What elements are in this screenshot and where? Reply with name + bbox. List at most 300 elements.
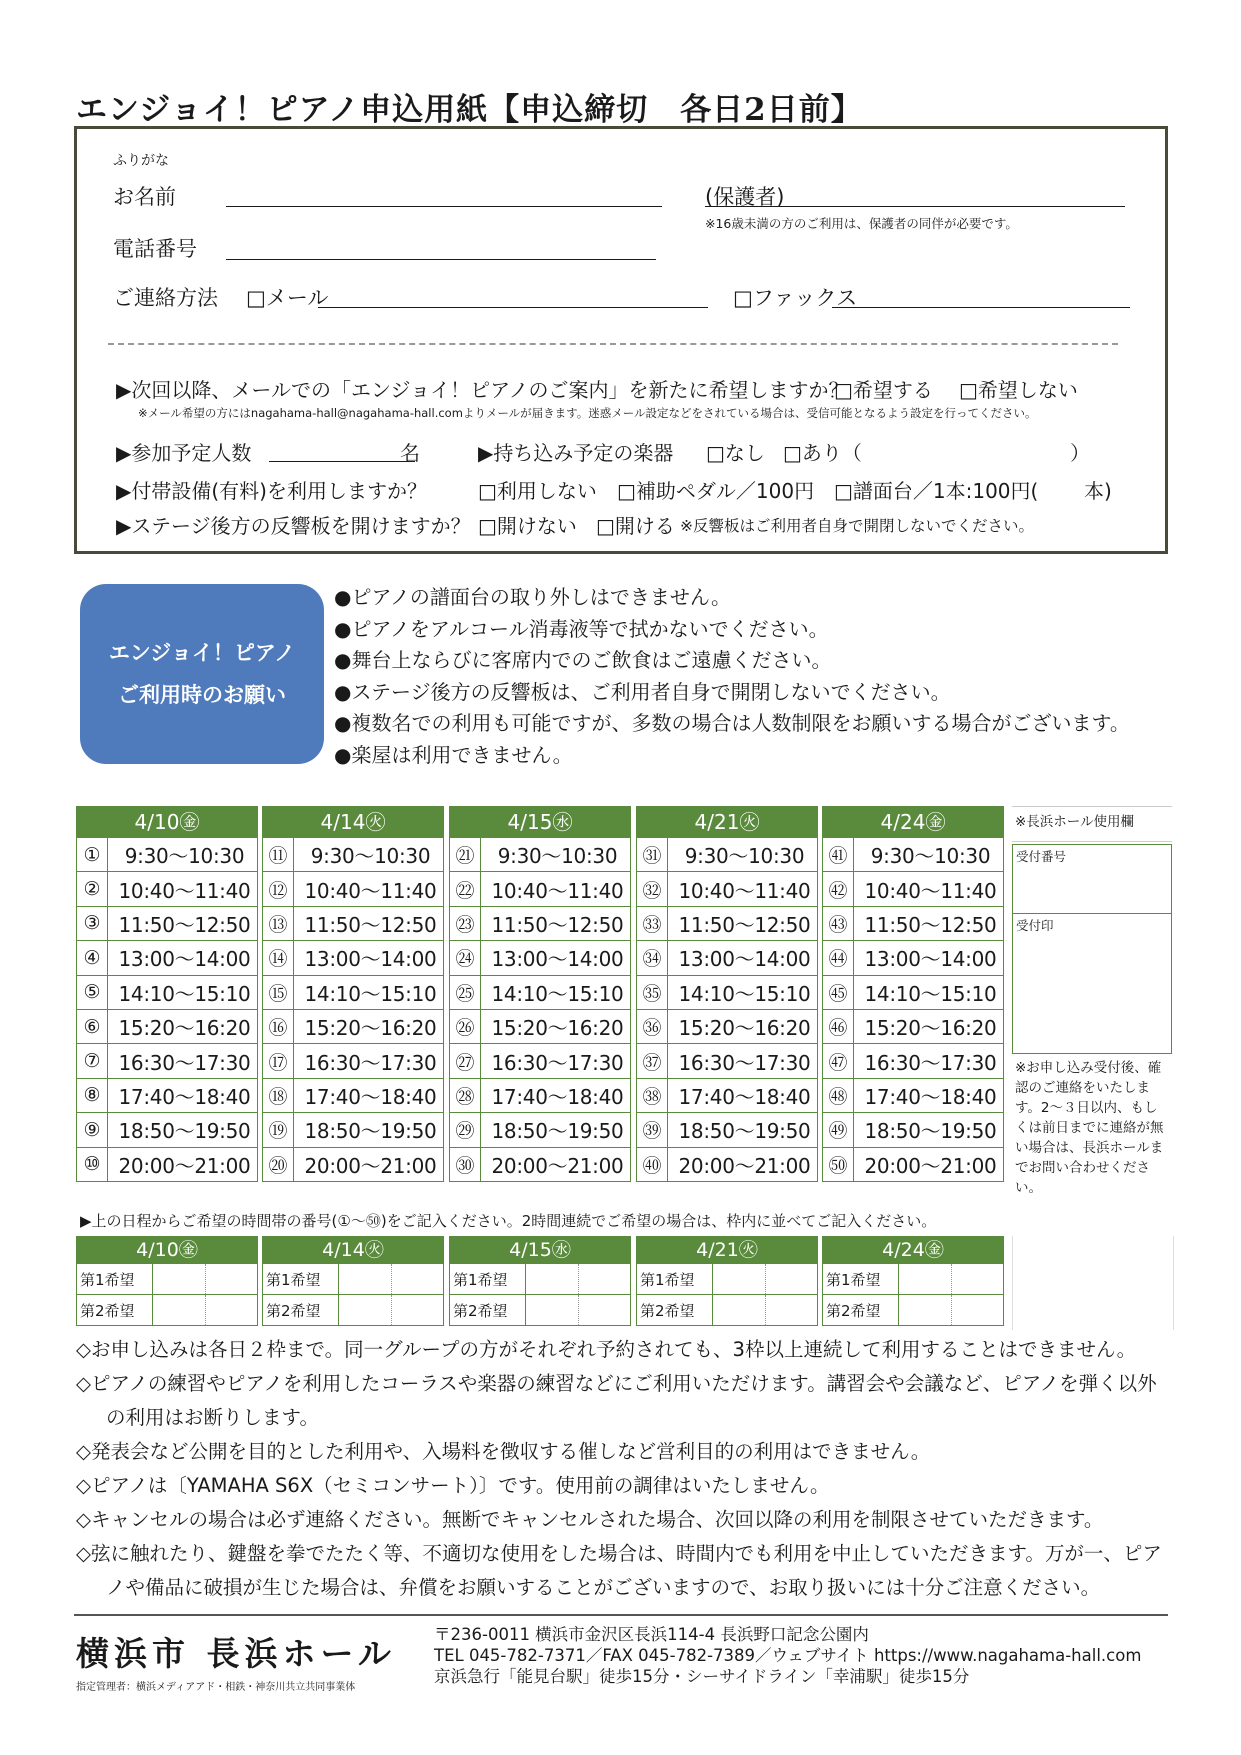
terms-list: [76, 1333, 1166, 1605]
hall-name: 横浜市 長浜ホール: [76, 1634, 396, 1673]
guardian-label: (保護者): [705, 185, 785, 209]
slot-number: ㉗: [455, 1051, 475, 1074]
time-slot: [449, 1079, 631, 1113]
slot-number: ㊳: [642, 1085, 662, 1108]
slot-separator: [853, 976, 854, 1009]
slot-number: ㊿: [828, 1154, 848, 1177]
slot-separator: [853, 1010, 854, 1043]
slot-separator: [853, 907, 854, 940]
slot-number: ㉝: [642, 913, 662, 936]
instrument-yes-checkbox[interactable]: □あり（: [783, 441, 862, 465]
name-field[interactable]: [226, 206, 662, 207]
term-item: ◇ピアノは〔YAMAHA S6X（セミコンサート）〕です。使用前の調律はいたしません。: [76, 1474, 830, 1497]
slot-time: 10:40～11:40: [491, 878, 624, 903]
wish-row-first: [636, 1264, 818, 1295]
time-slot: [636, 872, 818, 906]
time-slot: [449, 838, 631, 872]
time-slot: [636, 1010, 818, 1044]
schedule-day-header: 4/21㊋: [636, 806, 818, 838]
equipment-none-checkbox[interactable]: □利用しない: [478, 479, 597, 503]
time-slot: [449, 1148, 631, 1182]
slot-number: ㉚: [455, 1154, 475, 1177]
slot-time: 20:00～21:00: [118, 1153, 251, 1178]
slot-number: ⑤: [83, 981, 101, 1004]
wish-row-first: [262, 1264, 444, 1295]
slot-separator: [107, 1079, 108, 1112]
slot-number: ㉞: [642, 948, 662, 971]
notice-item: ●ピアノの譜面台の取り外しはできません。: [334, 585, 732, 609]
slot-separator: [480, 976, 481, 1009]
time-slot: [262, 838, 444, 872]
slot-separator: [667, 1010, 668, 1043]
schedule-day-column: [262, 806, 444, 1182]
slot-time: 14:10～15:10: [491, 981, 624, 1006]
time-slot: [636, 976, 818, 1010]
newsletter-no-checkbox[interactable]: □希望しない: [959, 378, 1078, 402]
slot-number: ⑫: [268, 879, 288, 902]
slot-separator: [293, 1044, 294, 1077]
wish-day-column: [822, 1236, 1004, 1326]
term-item: ◇発表会など公開を目的とした利用や、入場料を徴収する催しなど営利目的の利用はできません。: [76, 1440, 931, 1463]
time-slot: [822, 1044, 1004, 1078]
slot-time: 17:40～18:40: [678, 1084, 811, 1109]
slot-time: 16:30～17:30: [864, 1050, 997, 1075]
wish-day-header: 4/10㊎: [76, 1236, 258, 1264]
schedule-day-header: 4/14㊋: [262, 806, 444, 838]
slot-number: ⑮: [268, 982, 288, 1005]
time-slot: [76, 1044, 258, 1078]
receipt-number-label: 受付番号: [1016, 849, 1067, 864]
slot-separator: [853, 1044, 854, 1077]
slot-separator: [853, 1113, 854, 1146]
time-slot: [636, 1113, 818, 1147]
wish-side-spacer: [1012, 1236, 1174, 1330]
slot-time: 11:50～12:50: [304, 912, 437, 937]
reflector-open-checkbox[interactable]: □開ける: [596, 514, 675, 538]
slot-number: ㊴: [642, 1120, 662, 1143]
schedule-day-column: [822, 806, 1004, 1182]
slot-separator: [667, 1113, 668, 1146]
slot-separator: [107, 907, 108, 940]
schedule-day-column: [76, 806, 258, 1182]
slot-number: ㉕: [455, 982, 475, 1005]
slot-time: 20:00～21:00: [678, 1153, 811, 1178]
access: 京浜急行「能見台駅」徒歩15分・シーサイドライン「幸浦駅」徒歩15分: [434, 1667, 970, 1686]
time-slot: [262, 872, 444, 906]
slot-time: 11:50～12:50: [864, 912, 997, 937]
slot-time: 20:00～21:00: [304, 1153, 437, 1178]
guardian-field[interactable]: [705, 206, 1125, 207]
slot-time: 9:30～10:30: [310, 844, 431, 869]
slot-number: ⑥: [83, 1015, 101, 1038]
wish-input-cell[interactable]: [713, 1264, 766, 1294]
slot-time: 18:50～19:50: [304, 1119, 437, 1144]
guardian-note: ※16歳未満の方のご利用は、保護者の同伴が必要です。: [705, 216, 1018, 231]
wish-input-cell[interactable]: [526, 1295, 579, 1325]
time-slot: [76, 1148, 258, 1182]
wish-label: 第1希望: [637, 1264, 713, 1294]
notice-heading-line1: エンジョイ！ピアノ: [108, 641, 296, 665]
time-slot: [262, 941, 444, 975]
notice-heading-badge: [80, 584, 324, 764]
wish-input-cell[interactable]: [766, 1264, 818, 1294]
slot-separator: [107, 1044, 108, 1077]
slot-separator: [293, 838, 294, 871]
time-slot: [636, 907, 818, 941]
pedal-checkbox[interactable]: □補助ペダル／100円: [617, 479, 815, 503]
reflector-closed-checkbox[interactable]: □開けない: [478, 514, 577, 538]
wish-input-cell[interactable]: [526, 1264, 579, 1294]
time-slot: [822, 976, 1004, 1010]
slot-time: 10:40～11:40: [304, 878, 437, 903]
slot-time: 15:20～16:20: [491, 1016, 624, 1041]
slot-separator: [853, 872, 854, 905]
slot-number: ㊹: [828, 948, 848, 971]
slot-number: ㊵: [642, 1154, 662, 1177]
page-title: エンジョイ！ピアノ申込用紙【申込締切 各日2日前】: [76, 92, 863, 128]
slot-number: ㉒: [455, 879, 475, 902]
office-note: ※お申し込み受付後、確認のご連絡をいたします。2～３日以内、もしくは前日までに連絡が無い場合は、長浜ホールまでお問い合わせください。: [1015, 1060, 1164, 1196]
time-slot: [822, 872, 1004, 906]
receipt-stamp-box[interactable]: [1012, 914, 1172, 1054]
slot-time: 14:10～15:10: [304, 981, 437, 1006]
slot-number: ⑲: [268, 1120, 288, 1143]
slot-number: ⑩: [83, 1153, 101, 1176]
slot-number: ㊶: [828, 845, 848, 868]
slot-number: ⑭: [268, 948, 288, 971]
slot-time: 18:50～19:50: [678, 1119, 811, 1144]
slot-separator: [853, 941, 854, 974]
reflector-note: ※反響板はご利用者自身で開閉しないでください。: [680, 517, 1034, 535]
wish-input-cell[interactable]: [206, 1295, 258, 1325]
slot-time: 18:50～19:50: [491, 1119, 624, 1144]
wish-day-column: [76, 1236, 258, 1326]
wish-input-cell[interactable]: [579, 1264, 631, 1294]
wish-row-second: [822, 1295, 1004, 1326]
time-slot: [76, 1113, 258, 1147]
term-item: ◇キャンセルの場合は必ず連絡ください。無断でキャンセルされた場合、次回以降の利用を制限させていただきます。: [76, 1508, 1104, 1531]
manager-info: 指定管理者：横浜メディアアド・相鉄・神奈川共立共同事業体: [76, 1682, 356, 1693]
slot-number: ⑪: [268, 845, 288, 868]
slot-time: 13:00～14:00: [304, 947, 437, 972]
time-slot: [76, 907, 258, 941]
time-slot: [262, 1148, 444, 1182]
slot-separator: [293, 1079, 294, 1112]
receipt-number-box[interactable]: [1012, 844, 1172, 914]
slot-separator: [107, 941, 108, 974]
fax-field[interactable]: [832, 307, 1130, 308]
time-slot: [76, 838, 258, 872]
slot-separator: [107, 1148, 108, 1181]
slot-time: 16:30～17:30: [491, 1050, 624, 1075]
slot-time: 17:40～18:40: [118, 1084, 251, 1109]
slot-number: ㉑: [455, 845, 475, 868]
slot-time: 18:50～19:50: [118, 1119, 251, 1144]
slot-separator: [480, 907, 481, 940]
wish-row-second: [262, 1295, 444, 1326]
wish-day-header: 4/15㊌: [449, 1236, 631, 1264]
time-slot: [449, 1010, 631, 1044]
slot-separator: [667, 838, 668, 871]
slot-number: ①: [83, 843, 101, 866]
wish-label: 第1希望: [77, 1264, 153, 1294]
time-slot: [636, 1044, 818, 1078]
slot-number: ㉛: [642, 845, 662, 868]
instrument-label: ▶持ち込み予定の楽器: [478, 441, 674, 465]
music-stand-checkbox[interactable]: □譜面台／1本:100円(: [834, 479, 1039, 503]
phone-label: 電話番号: [113, 237, 197, 261]
instrument-close-paren: ）: [1070, 441, 1090, 465]
slot-separator: [293, 1010, 294, 1043]
slot-time: 11:50～12:50: [491, 912, 624, 937]
slot-separator: [667, 1079, 668, 1112]
wish-label: 第2希望: [77, 1295, 153, 1325]
wish-day-column: [636, 1236, 818, 1326]
contact-info: [434, 1624, 1141, 1687]
wish-input-cell[interactable]: [952, 1295, 1004, 1325]
furigana-label: ふりがな: [113, 153, 169, 169]
slot-time: 15:20～16:20: [864, 1016, 997, 1041]
slot-separator: [107, 1113, 108, 1146]
slot-separator: [293, 1113, 294, 1146]
time-slot: [636, 941, 818, 975]
participants-field[interactable]: [269, 461, 415, 462]
wish-row-first: [822, 1264, 1004, 1295]
contact-method-label: ご連絡方法: [113, 286, 218, 310]
slot-separator: [480, 1044, 481, 1077]
footer-divider: [74, 1614, 1168, 1616]
time-slot: [262, 1044, 444, 1078]
slot-number: ㉙: [455, 1120, 475, 1143]
schedule-day-column: [449, 806, 631, 1182]
time-slot: [822, 1010, 1004, 1044]
slot-separator: [853, 1079, 854, 1112]
wish-input-cell[interactable]: [339, 1295, 392, 1325]
wish-label: 第2希望: [263, 1295, 339, 1325]
slot-time: 14:10～15:10: [678, 981, 811, 1006]
slot-number: ㉟: [642, 982, 662, 1005]
notice-list: [334, 582, 1130, 771]
time-slot: [76, 1079, 258, 1113]
time-slot: [76, 941, 258, 975]
slot-time: 10:40～11:40: [864, 878, 997, 903]
time-slot: [262, 1113, 444, 1147]
time-slot: [76, 1010, 258, 1044]
wish-label: 第2希望: [450, 1295, 526, 1325]
slot-time: 11:50～12:50: [678, 912, 811, 937]
slot-separator: [293, 872, 294, 905]
slot-separator: [480, 1079, 481, 1112]
wish-input-cell[interactable]: [206, 1264, 258, 1294]
slot-number: ⑳: [268, 1154, 288, 1177]
wish-input-cell[interactable]: [339, 1264, 392, 1294]
slot-number: ㊼: [828, 1051, 848, 1074]
time-slot: [449, 872, 631, 906]
participants-label: ▶参加予定人数: [116, 441, 252, 465]
slot-time: 17:40～18:40: [491, 1084, 624, 1109]
wish-row-first: [449, 1264, 631, 1295]
slot-separator: [107, 1010, 108, 1043]
wish-input-cell[interactable]: [392, 1264, 444, 1294]
time-slot: [76, 872, 258, 906]
time-slot: [636, 1148, 818, 1182]
slot-time: 13:00～14:00: [491, 947, 624, 972]
wish-label: 第1希望: [263, 1264, 339, 1294]
slot-separator: [853, 838, 854, 871]
wish-input-cell[interactable]: [899, 1295, 952, 1325]
slot-number: ㉔: [455, 948, 475, 971]
time-slot: [262, 1010, 444, 1044]
slot-separator: [667, 976, 668, 1009]
slot-time: 15:20～16:20: [678, 1016, 811, 1041]
slot-number: ㊷: [828, 879, 848, 902]
mail-field[interactable]: [318, 307, 708, 308]
address: 〒236-0011 横浜市金沢区長浜114-4 長浜野口記念公園内: [434, 1625, 869, 1644]
slot-time: 15:20～16:20: [304, 1016, 437, 1041]
wish-input-cell[interactable]: [899, 1264, 952, 1294]
slot-separator: [667, 1148, 668, 1181]
time-slot: [636, 838, 818, 872]
term-item: ◇お申し込みは各日２枠まで。同一グループの方がそれぞれ予約されても、3枠以上連続して利用することはできません。: [76, 1338, 1137, 1361]
slot-number: ㊸: [828, 913, 848, 936]
slot-separator: [667, 1044, 668, 1077]
time-slot: [76, 976, 258, 1010]
slot-time: 10:40～11:40: [118, 878, 251, 903]
slot-time: 9:30～10:30: [684, 844, 805, 869]
notice-item: ●楽屋は利用できません。: [334, 742, 573, 767]
slot-separator: [480, 1148, 481, 1181]
slot-time: 20:00～21:00: [864, 1153, 997, 1178]
contact-fax-checkbox[interactable]: □ファックス: [733, 286, 858, 310]
notice-item: ●ステージ後方の反響板は、ご利用者自身で開閉しないでください。: [334, 679, 951, 704]
reflector-label: ▶ステージ後方の反響板を開けますか？: [116, 514, 471, 538]
slot-number: ㊺: [828, 982, 848, 1005]
slot-number: ㊲: [642, 1051, 662, 1074]
wish-label: 第2希望: [637, 1295, 713, 1325]
slot-separator: [480, 1010, 481, 1043]
slot-time: 16:30～17:30: [304, 1050, 437, 1075]
wish-day-header: 4/14㊋: [262, 1236, 444, 1264]
newsletter-question: ▶次回以降、メールでの「エンジョイ！ピアノのご案内」を新たに希望しますか？: [116, 378, 849, 402]
wish-input-cell[interactable]: [579, 1295, 631, 1325]
wish-day-header: 4/21㊋: [636, 1236, 818, 1264]
time-slot: [449, 907, 631, 941]
phone-field[interactable]: [226, 259, 656, 260]
time-slot: [262, 1079, 444, 1113]
name-label: お名前: [113, 185, 176, 209]
time-slot: [449, 1113, 631, 1147]
time-slot: [636, 1079, 818, 1113]
slot-separator: [480, 941, 481, 974]
slot-time: 13:00～14:00: [118, 947, 251, 972]
slot-time: 14:10～15:10: [864, 981, 997, 1006]
term-item: ◇ピアノの練習やピアノを利用したコーラスや楽器の練習などにご利用いただけます。講習会や会議など、ピアノを弾く以外の利用はお断りします。: [76, 1372, 1157, 1429]
time-slot: [822, 1148, 1004, 1182]
slot-number: ㉓: [455, 913, 475, 936]
wish-input-cell[interactable]: [153, 1295, 206, 1325]
wish-row-first: [76, 1264, 258, 1295]
wish-day-header: 4/24㊎: [822, 1236, 1004, 1264]
receipt-stamp-label: 受付印: [1016, 918, 1054, 933]
slot-time: 13:00～14:00: [864, 947, 997, 972]
wish-label: 第2希望: [823, 1295, 899, 1325]
term-item: ◇弦に触れたり、鍵盤を拳でたたく等、不適切な使用をした場合は、時間内でも利用を中止していただきます。万が一、ピアノや備品に破損が生じた場合は、弁償をお願いすることがございますので、お取り扱いには十分ご注意ください。: [76, 1542, 1162, 1599]
slot-time: 9:30～10:30: [497, 844, 618, 869]
time-slot: [822, 941, 1004, 975]
slot-time: 9:30～10:30: [124, 844, 245, 869]
slot-number: ㊱: [642, 1017, 662, 1040]
wish-row-second: [76, 1295, 258, 1326]
schedule-day-header: 4/10㊎: [76, 806, 258, 838]
music-stand-unit: 本): [1084, 479, 1112, 503]
schedule-day-header: 4/15㊌: [449, 806, 631, 838]
slot-separator: [853, 1148, 854, 1181]
office-use-title: ※長浜ホール使用欄: [1012, 806, 1172, 842]
participants-unit: 名: [400, 441, 420, 465]
slot-number: ⑦: [83, 1050, 101, 1073]
slot-separator: [107, 976, 108, 1009]
wish-input-cell[interactable]: [713, 1295, 766, 1325]
newsletter-yes-checkbox[interactable]: □希望する: [834, 378, 933, 402]
slot-number: ㊻: [828, 1017, 848, 1040]
schedule-day-column: [636, 806, 818, 1182]
slot-time: 18:50～19:50: [864, 1119, 997, 1144]
slot-number: ④: [83, 946, 101, 969]
slot-separator: [107, 838, 108, 871]
wish-row-second: [449, 1295, 631, 1326]
time-slot: [449, 976, 631, 1010]
slot-time: 15:20～16:20: [118, 1016, 251, 1041]
time-slot: [262, 907, 444, 941]
newsletter-note: ※メール希望の方にはnagahama-hall@nagahama-hall.comよりメールが届きます。迷惑メール設定などをされている場合は、受信可能となるよう設定を行ってください。: [138, 406, 1037, 420]
time-slot: [822, 1113, 1004, 1147]
notice-item: ●複数名での利用も可能ですが、多数の場合は人数制限をお願いする場合がございます。: [334, 711, 1130, 735]
slot-separator: [293, 941, 294, 974]
wish-input-cell[interactable]: [952, 1264, 1004, 1294]
slot-time: 17:40～18:40: [304, 1084, 437, 1109]
wish-label: 第1希望: [823, 1264, 899, 1294]
wish-input-cell[interactable]: [766, 1295, 818, 1325]
slot-separator: [107, 872, 108, 905]
equipment-label: ▶付帯設備(有料)を利用しますか？: [116, 479, 427, 503]
slot-time: 10:40～11:40: [678, 878, 811, 903]
slot-time: 16:30～17:30: [678, 1050, 811, 1075]
notice-item: ●舞台上ならびに客席内でのご飲食はご遠慮ください。: [334, 648, 832, 672]
slot-number: ⑨: [83, 1118, 101, 1141]
slot-number: ⑰: [268, 1051, 288, 1074]
wish-day-column: [262, 1236, 444, 1326]
slot-separator: [293, 1148, 294, 1181]
wish-instruction: ▶上の日程からご希望の時間帯の番号(①～㊿)をご記入ください。2時間連続でご希望の場合は、枠内に並べてご記入ください。: [80, 1212, 937, 1230]
slot-separator: [480, 1113, 481, 1146]
slot-number: ㉖: [455, 1017, 475, 1040]
wish-input-cell[interactable]: [392, 1295, 444, 1325]
contact-mail-checkbox[interactable]: □メール: [246, 286, 329, 310]
slot-time: 9:30～10:30: [870, 844, 991, 869]
wish-input-cell[interactable]: [153, 1264, 206, 1294]
slot-separator: [480, 838, 481, 871]
slot-number: ⑯: [268, 1017, 288, 1040]
slot-time: 16:30～17:30: [118, 1050, 251, 1075]
time-slot: [262, 976, 444, 1010]
instrument-none-checkbox[interactable]: □なし: [706, 441, 765, 465]
slot-separator: [293, 976, 294, 1009]
slot-number: ②: [83, 878, 101, 901]
time-slot: [449, 941, 631, 975]
slot-number: ㊽: [828, 1085, 848, 1108]
slot-number: ⑱: [268, 1085, 288, 1108]
slot-time: 11:50～12:50: [118, 912, 251, 937]
